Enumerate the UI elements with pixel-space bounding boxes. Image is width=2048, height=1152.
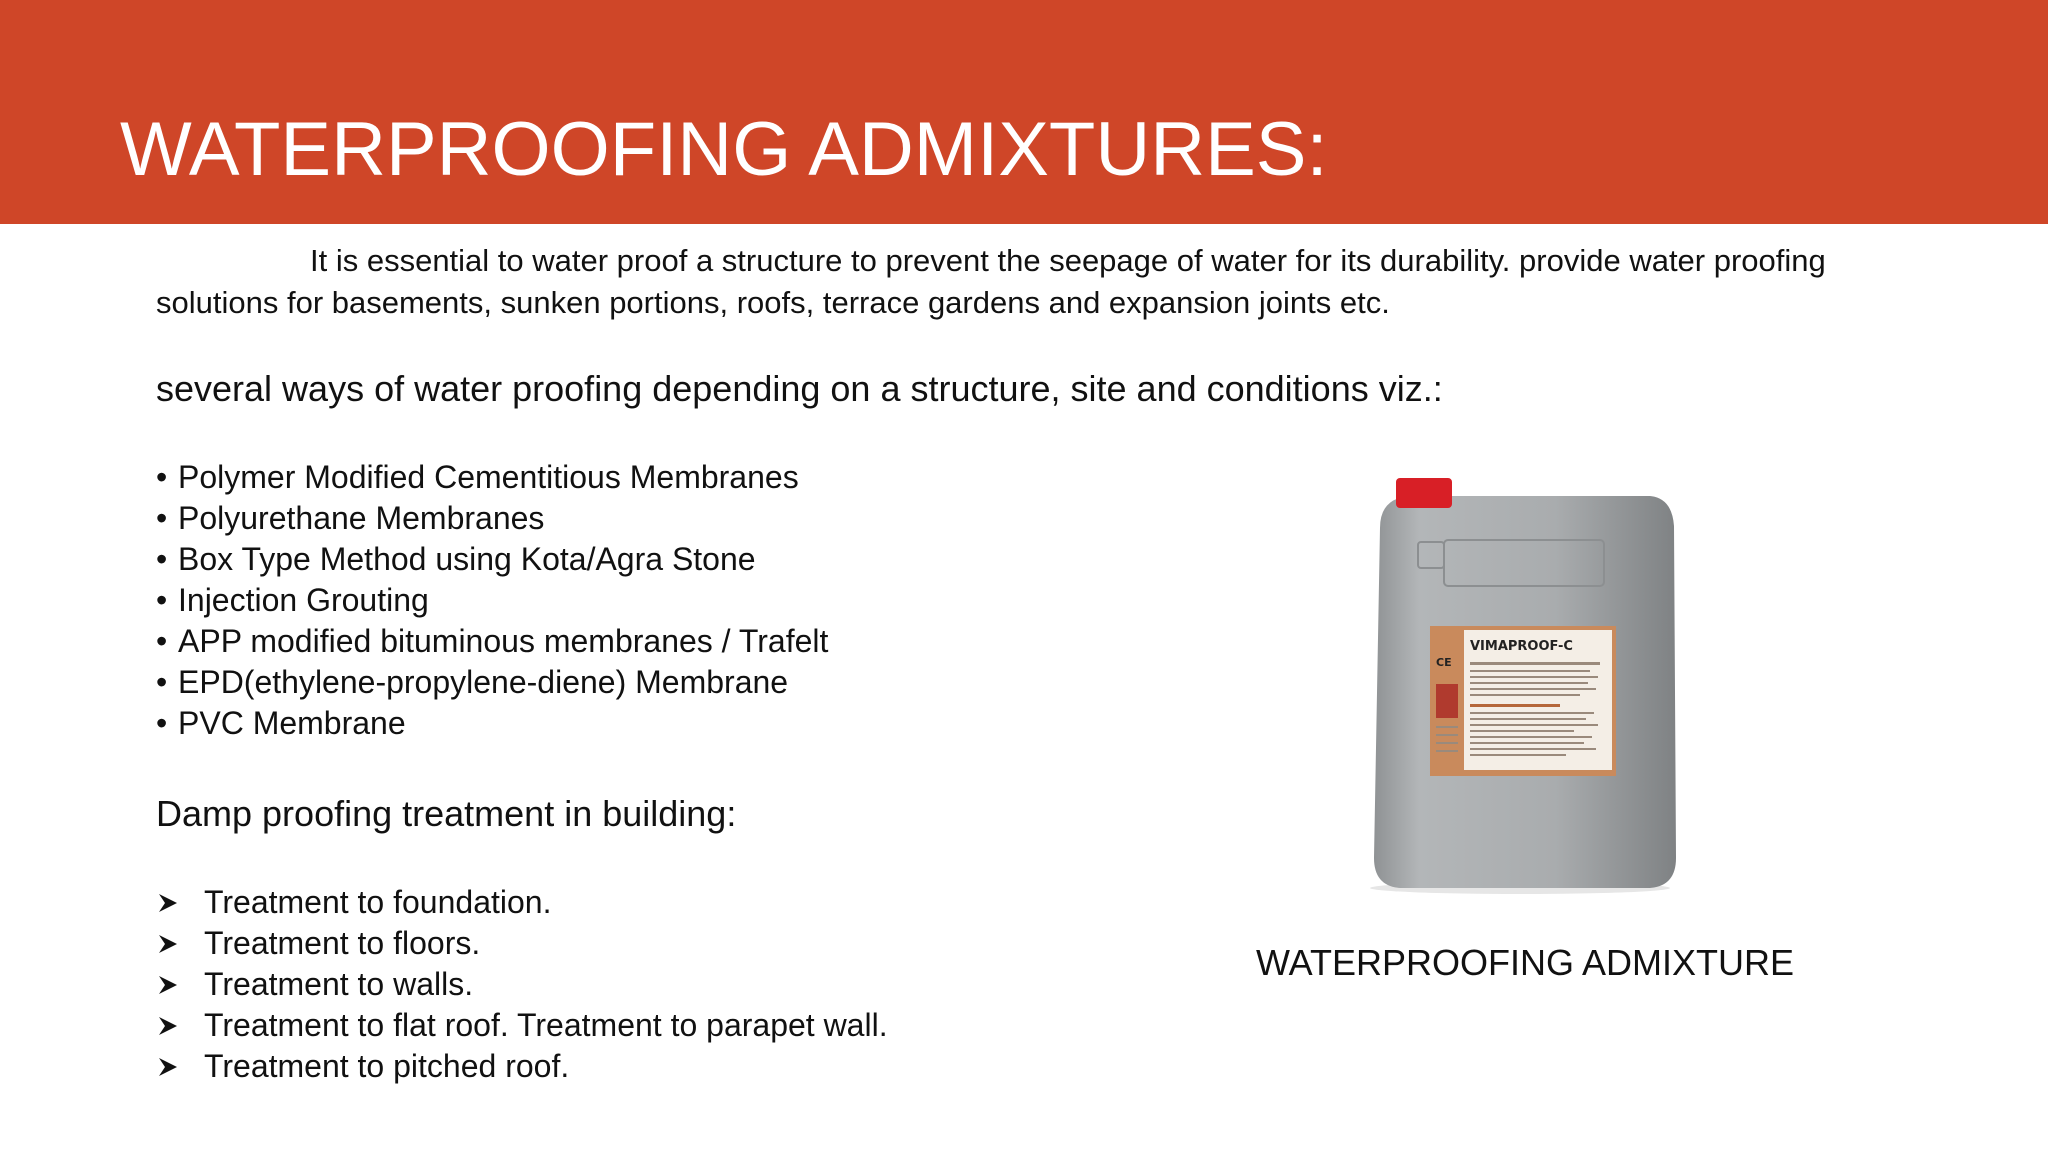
arrow-bullet-icon [156, 1014, 204, 1038]
ways-list [156, 457, 828, 744]
list-item-text: Treatment to walls. [204, 966, 474, 1002]
canister-illustration [1360, 478, 1680, 898]
list-item [156, 882, 888, 923]
label-logo-block [1436, 684, 1458, 718]
list-item: • EPD(ethylene-propylene-diene) Membrane [156, 662, 828, 703]
list-item: • Injection Grouting [156, 580, 828, 621]
canister-cap [1396, 478, 1452, 508]
arrow-bullet-icon [156, 891, 204, 915]
damp-list [156, 882, 888, 1087]
intro-text: It is essential to water proof a structure to prevent the seepage of water for its durability. provide water proofing solutions for basements, sunken portions, roofs, terrace gardens and expansion joints etc. [156, 243, 1826, 320]
ce-mark: CE [1436, 656, 1452, 669]
arrow-bullet-icon [156, 932, 204, 956]
figure-caption: WATERPROOFING ADMIXTURE [1255, 942, 1794, 983]
list-item-text: Treatment to floors. [204, 925, 481, 961]
list-item [156, 1005, 888, 1046]
list-item: • APP modified bituminous membranes / Trafelt [156, 621, 828, 662]
damp-heading: Damp proofing treatment in building: [156, 793, 737, 834]
ways-heading: several ways of water proofing depending on a structure, site and conditions viz.: [156, 368, 1443, 409]
arrow-bullet-icon [156, 973, 204, 997]
list-item [156, 1046, 888, 1087]
list-item [156, 964, 888, 1005]
intro-paragraph [156, 240, 1856, 324]
slide-title: WATERPROOFING ADMIXTURES: [120, 107, 1328, 192]
list-item: • PVC Membrane [156, 703, 828, 744]
list-item-text: Treatment to foundation. [204, 884, 552, 920]
arrow-bullet-icon [156, 1055, 204, 1079]
product-image [1360, 478, 1680, 898]
product-label-title: VIMAPROOF-C [1470, 639, 1573, 654]
list-item [156, 923, 888, 964]
list-item-text: Treatment to flat roof. Treatment to parapet wall. [204, 1007, 888, 1043]
list-item: • Polymer Modified Cementitious Membranes [156, 457, 828, 498]
list-item-text: Treatment to pitched roof. [204, 1048, 570, 1084]
list-item: • Polyurethane Membranes [156, 498, 828, 539]
list-item: • Box Type Method using Kota/Agra Stone [156, 539, 828, 580]
